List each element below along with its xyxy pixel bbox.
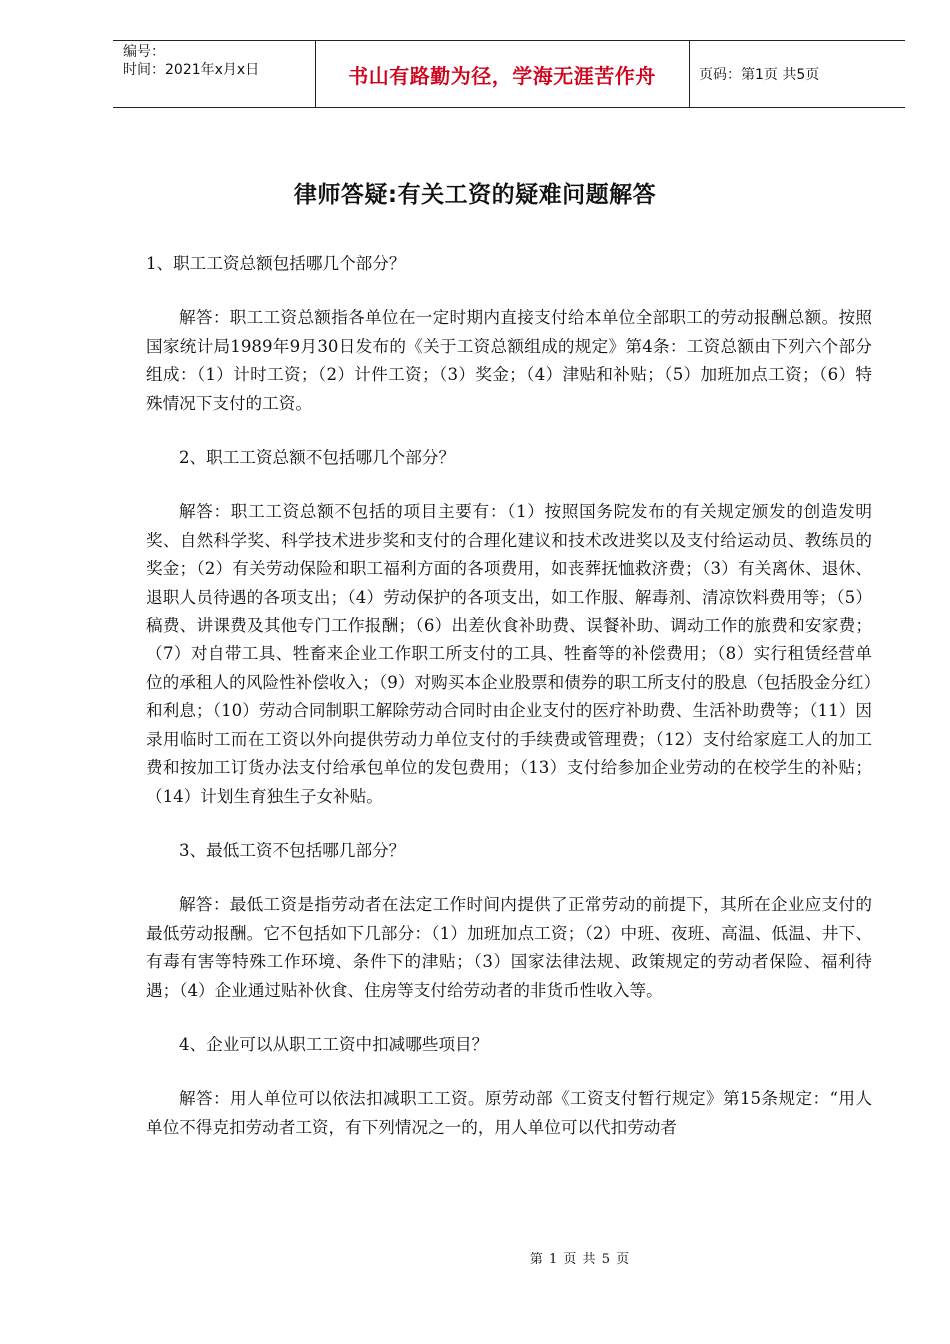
answer-1: 解答：职工工资总额指各单位在一定时期内直接支付给本单位全部职工的劳动报酬总额。按照国家统计局1989年9月30日发布的《关于工资总额组成的规定》第4条：工资总额由下列六个部分组成：（1）计时工资；（2）计件工资；（3）奖金；（4）津贴和补贴；（5）加班加点工资；（6）特殊情况下支付的工资。 bbox=[146, 308, 872, 413]
header-left-cell bbox=[113, 41, 316, 107]
header-page-cell bbox=[689, 41, 905, 107]
question-1: 1、职工工资总额包括哪几个部分？ bbox=[146, 254, 406, 273]
document-number: 编号： bbox=[123, 44, 165, 60]
question-3: 3、最低工资不包括哪几部分？ bbox=[179, 840, 406, 860]
header-motto-cell bbox=[315, 41, 690, 107]
page-footer: 第 1 页 共 5 页 bbox=[529, 1252, 631, 1267]
answer-4: 解答：用人单位可以依法扣减职工工资。原劳动部《工资支付暂行规定》第15条规定：“用人单位不得克扣劳动者工资，有下列情况之一的，用人单位可以代扣劳动者 bbox=[146, 1089, 872, 1137]
header-page-info: 页码：第1页 共5页 bbox=[699, 67, 820, 83]
answer-2: 解答：职工工资总额不包括的项目主要有：（1）按照国务院发布的有关规定颁发的创造发明奖、自然科学奖、科学技术进步奖和支付的合理化建议和技术改进奖以及支付给运动员、教练员的奖金；（2）有关劳动保险和职工福利方面的各项费用，如丧葬抚恤救济费；（3）有关离休、退休、退职人员待遇的各项支出；（4）劳动保护的各项支出，如工作服、解毒剂、清凉饮料费用等；（5）稿费、讲课费及其他专门工作报酬；（6）出差伙食补助费、误餐补助、调动工作的旅费和安家费；（7）对自带工具、牲畜来企业工作职工所支付的工具、牲畜等的补偿费用；（8）实行租赁经营单位的承租人的风险性补偿收入；（9）对购买本企业股票和债券的职工所支付的股息（包括股金分红）和利息；（10）劳动合同制职工解除劳动合同时由企业支付的医疗补助费、生活补助费等；（11）因录用临时工而在工资以外向提供劳动力单位支付的手续费或管理费；（12）支付给家庭工人的加工费和按加工订货办法支付给承包单位的发包费用；（13）支付给参加企业劳动的在校学生的补贴；（14）计划生育独生子女补贴。 bbox=[146, 502, 872, 806]
answer-3: 解答：最低工资是指劳动者在法定工作时间内提供了正常劳动的前提下，其所在企业应支付的最低劳动报酬。它不包括如下几部分：（1）加班加点工资；（2）中班、夜班、高温、低温、井下、有毒有害等特殊工作环境、条件下的津贴；（3）国家法律法规、政策规定的劳动者保险、福利待遇；（4）企业通过贴补伙食、住房等支付给劳动者的非货币性收入等。 bbox=[146, 895, 872, 1000]
document-date: 时间：2021年x月x日 bbox=[123, 62, 260, 78]
header-motto: 书山有路勤为径，学海无涯苦作舟 bbox=[348, 63, 656, 88]
question-4: 4、企业可以从职工工资中扣减哪些项目？ bbox=[179, 1034, 489, 1054]
page-title: 律师答疑:有关工资的疑难问题解答 bbox=[293, 182, 657, 208]
document-body bbox=[146, 250, 872, 1142]
question-2: 2、职工工资总额不包括哪几个部分？ bbox=[179, 448, 456, 468]
page-header bbox=[113, 40, 905, 108]
